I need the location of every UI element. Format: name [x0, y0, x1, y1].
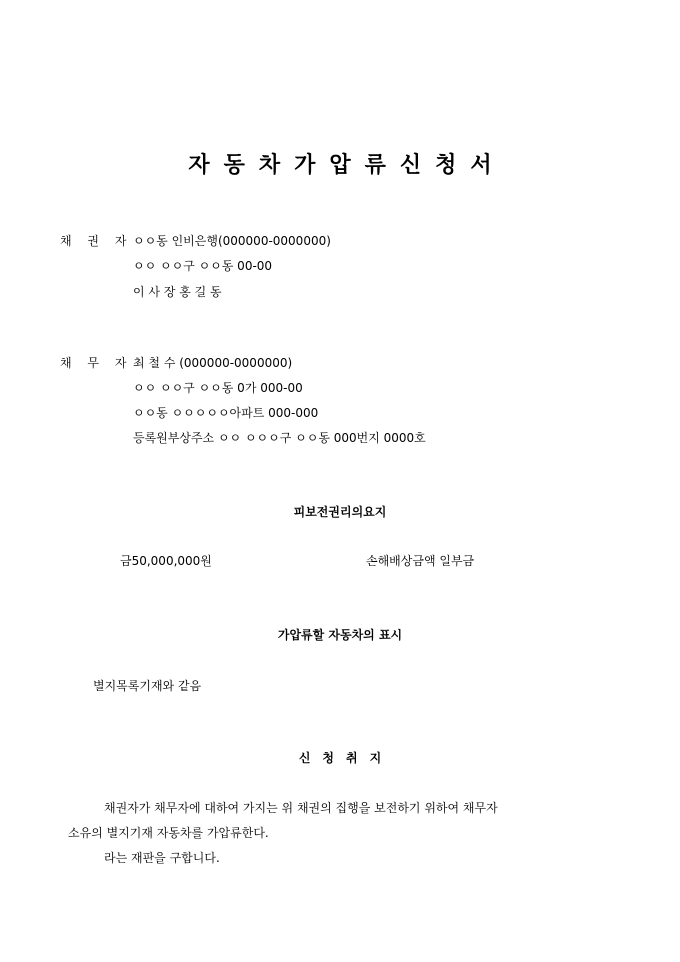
creditor-address-line: ㅇㅇ ㅇㅇ구 ㅇㅇ동 00-00 — [133, 259, 273, 273]
debtor-label: 채 무 자 — [60, 356, 133, 370]
debtor-registered-address-line: 등록원부상주소 ㅇㅇ ㅇㅇㅇ구 ㅇㅇ동 000번지 0000호 — [133, 431, 426, 445]
debtor-address-line: ㅇㅇ ㅇㅇ구 ㅇㅇ동 0가 000-00 — [133, 381, 303, 395]
secured-right-description: 손해배상금액 일부금 — [366, 554, 475, 568]
creditor-name-line: ㅇㅇ동 인비은행(000000-0000000) — [133, 234, 331, 248]
purpose-paragraph-line-1: 채권자가 채무자에 대하여 가지는 위 채권의 집행을 보전하기 위하여 채무자 — [104, 801, 498, 815]
debtor-apartment-line: ㅇㅇ동 ㅇㅇㅇㅇㅇ아파트 000-000 — [133, 406, 319, 420]
secured-right-heading: 피보전권리의요지 — [293, 505, 387, 519]
document-title: 자동차가압류신청서 — [188, 152, 506, 178]
purpose-paragraph-line-3: 라는 재판을 구합니다. — [104, 851, 220, 865]
vehicle-text: 별지목록기재와 같음 — [93, 679, 202, 693]
secured-right-amount: 금50,000,000원 — [120, 554, 212, 568]
debtor-name-line: 최 철 수 (000000-0000000) — [133, 356, 293, 370]
creditor-label: 채 권 자 — [60, 234, 133, 248]
vehicle-heading: 가압류할 자동차의 표시 — [277, 628, 403, 642]
purpose-heading: 신청취지 — [298, 751, 394, 765]
purpose-paragraph-line-2: 소유의 별지기재 자동차를 가압류한다. — [68, 826, 269, 840]
creditor-representative-line: 이 사 장 홍 길 동 — [133, 285, 222, 299]
